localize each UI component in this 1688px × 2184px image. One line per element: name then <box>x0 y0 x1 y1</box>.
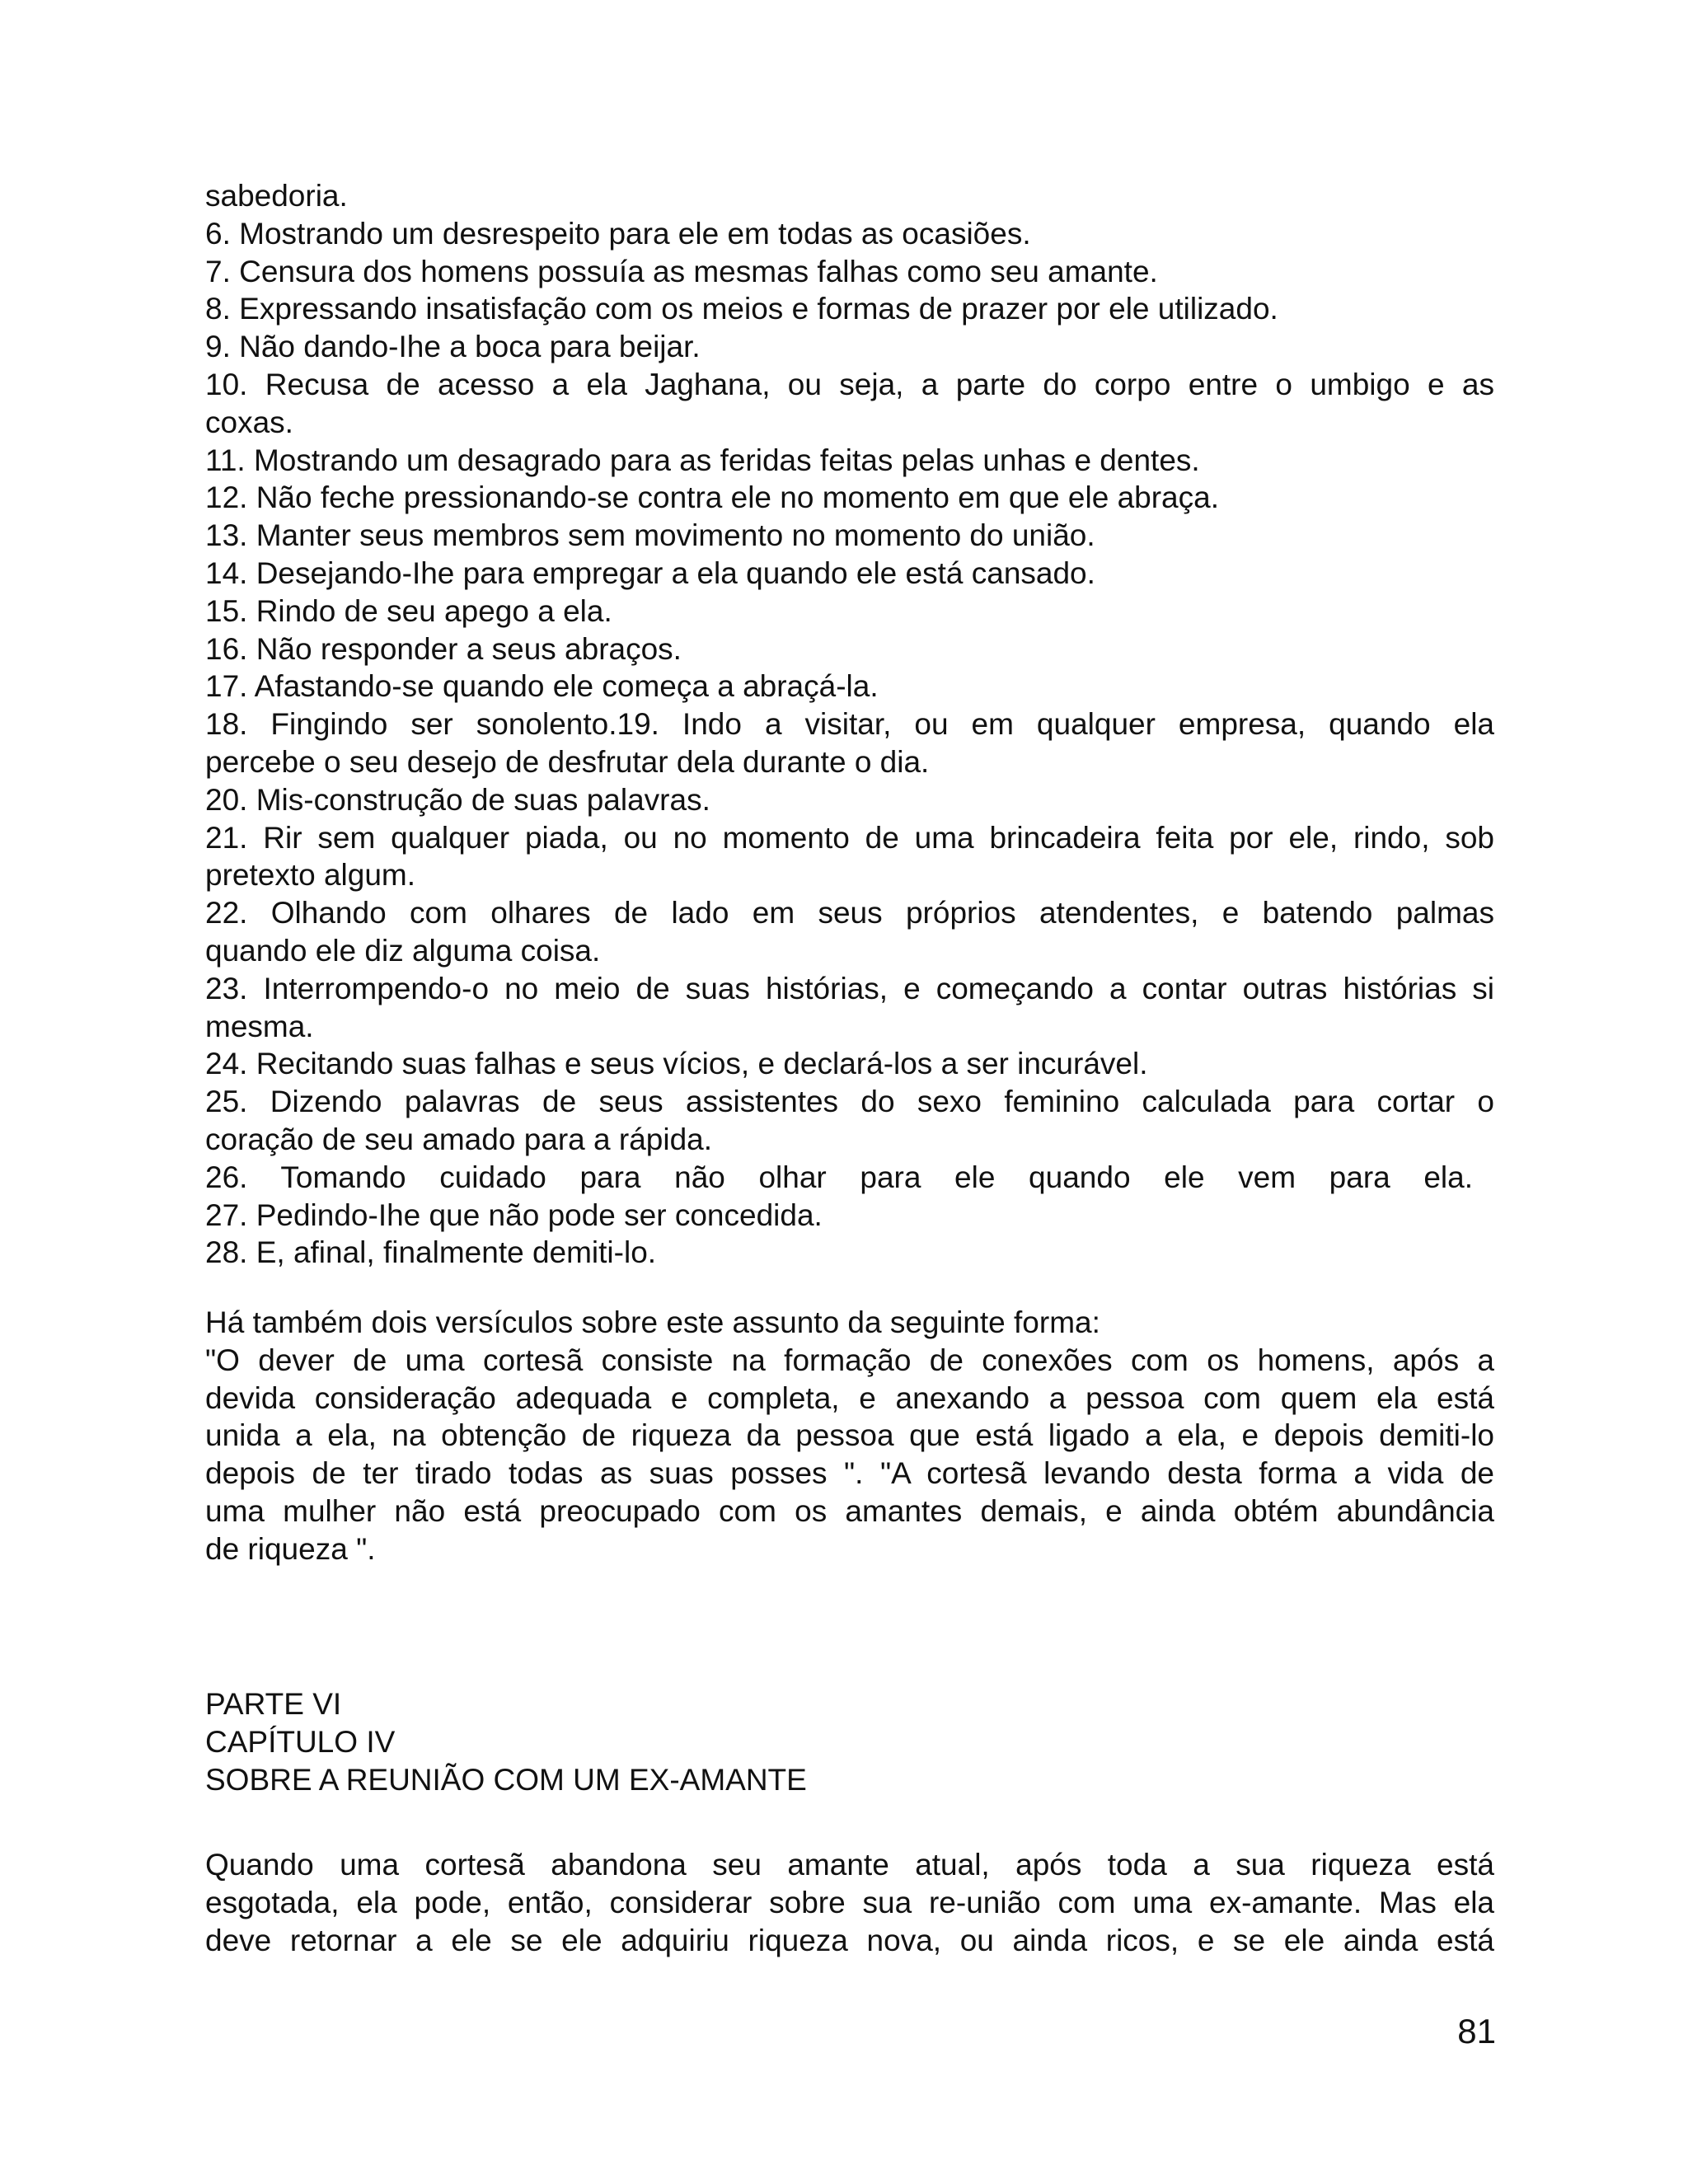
text-line: deve retornar a ele se ele adquiriu riqueza nova, ou ainda ricos, e se ele ainda está <box>205 1923 1494 1957</box>
chapter-intro-paragraph <box>205 1846 1494 1959</box>
text-line: pretexto algum. <box>205 858 416 893</box>
text-line: 25. Dizendo palavras de seus assistentes do sexo feminino calculada para cortar o <box>205 1085 1494 1119</box>
text-line: 15. Rindo de seu apego a ela. <box>205 593 612 628</box>
text-line: 27. Pedindo-Ihe que não pode ser concedida. <box>205 1197 823 1232</box>
text-line: percebe o seu desejo de desfrutar dela durante o dia. <box>205 744 930 779</box>
text-line: esgotada, ela pode, então, considerar sobre sua re-união com uma ex-amante. Mas ela <box>205 1885 1494 1919</box>
text-line: de riqueza ". <box>205 1531 376 1566</box>
text-line: sabedoria. <box>205 179 348 213</box>
text-line: 26. Tomando cuidado para não olhar para ele quando ele vem para ela. <box>205 1160 1473 1194</box>
chapter-header <box>205 1685 1494 1798</box>
text-line: 24. Recitando suas falhas e seus vícios, e declará-los a ser incurável. <box>205 1047 1148 1081</box>
text-line: coração de seu amado para a rápida. <box>205 1122 713 1156</box>
text-line: 9. Não dando-Ihe a boca para beijar. <box>205 330 701 364</box>
text-line: 21. Rir sem qualquer piada, ou no momento de uma brincadeira feita por ele, rindo, sob <box>205 820 1494 855</box>
text-line: 14. Desejando-Ihe para empregar a ela quando ele está cansado. <box>205 555 1095 590</box>
text-line: Há também dois versículos sobre este assunto da seguinte forma: <box>205 1305 1100 1339</box>
text-line: unida a ela, na obtenção de riqueza da pessoa que está ligado a ela, e depois demiti-lo <box>205 1418 1494 1453</box>
rejection-signs-list <box>205 177 1494 1272</box>
chapter-title: SOBRE A REUNIÃO COM UM EX-AMANTE <box>205 1762 807 1797</box>
verses-paragraph <box>205 1304 1494 1568</box>
text-line: 22. Olhando com olhares de lado em seus próprios atendentes, e batendo palmas <box>205 896 1494 930</box>
text-line: devida consideração adequada e completa, e anexando a pessoa com quem ela está <box>205 1380 1494 1415</box>
text-line: coxas. <box>205 405 293 439</box>
text-line: mesma. <box>205 1009 314 1043</box>
text-line: 7. Censura dos homens possuía as mesmas falhas como seu amante. <box>205 254 1158 288</box>
text-line: 20. Mis-construção de suas palavras. <box>205 782 710 817</box>
text-line: uma mulher não está preocupado com os amantes demais, e ainda obtém abundância <box>205 1493 1494 1528</box>
text-line: 12. Não feche pressionando-se contra ele no momento em que ele abraça. <box>205 480 1219 515</box>
chapter-heading: CAPÍTULO IV <box>205 1724 396 1759</box>
text-line: 11. Mostrando um desagrado para as feridas feitas pelas unhas e dentes. <box>205 443 1200 477</box>
text-line: 8. Expressando insatisfação com os meios e formas de prazer por ele utilizado. <box>205 292 1278 326</box>
text-line: 17. Afastando-se quando ele começa a abraçá-la. <box>205 669 879 704</box>
text-line: depois de ter tirado todas as suas posses ". "A cortesã levando desta forma a vida de <box>205 1456 1494 1491</box>
text-line: quando ele diz alguma coisa. <box>205 933 601 968</box>
text-line: 23. Interrompendo-o no meio de suas histórias, e começando a contar outras histórias si <box>205 971 1494 1005</box>
text-line: Quando uma cortesã abandona seu amante atual, após toda a sua riqueza está <box>205 1848 1494 1882</box>
text-line: 18. Fingindo ser sonolento.19. Indo a visitar, ou em qualquer empresa, quando ela <box>205 707 1494 742</box>
text-line: 13. Manter seus membros sem movimento no momento do união. <box>205 518 1095 553</box>
text-line: 6. Mostrando um desrespeito para ele em todas as ocasiões. <box>205 216 1031 251</box>
part-heading: PARTE VI <box>205 1687 342 1721</box>
text-line: "O dever de uma cortesã consiste na formação de conexões com os homens, após a <box>205 1343 1494 1377</box>
text-line: 28. E, afinal, finalmente demiti-lo. <box>205 1235 657 1270</box>
page-number: 81 <box>1457 2012 1496 2050</box>
text-line: 16. Não responder a seus abraços. <box>205 631 682 666</box>
text-line: 10. Recusa de acesso a ela Jaghana, ou seja, a parte do corpo entre o umbigo e as <box>205 367 1494 401</box>
